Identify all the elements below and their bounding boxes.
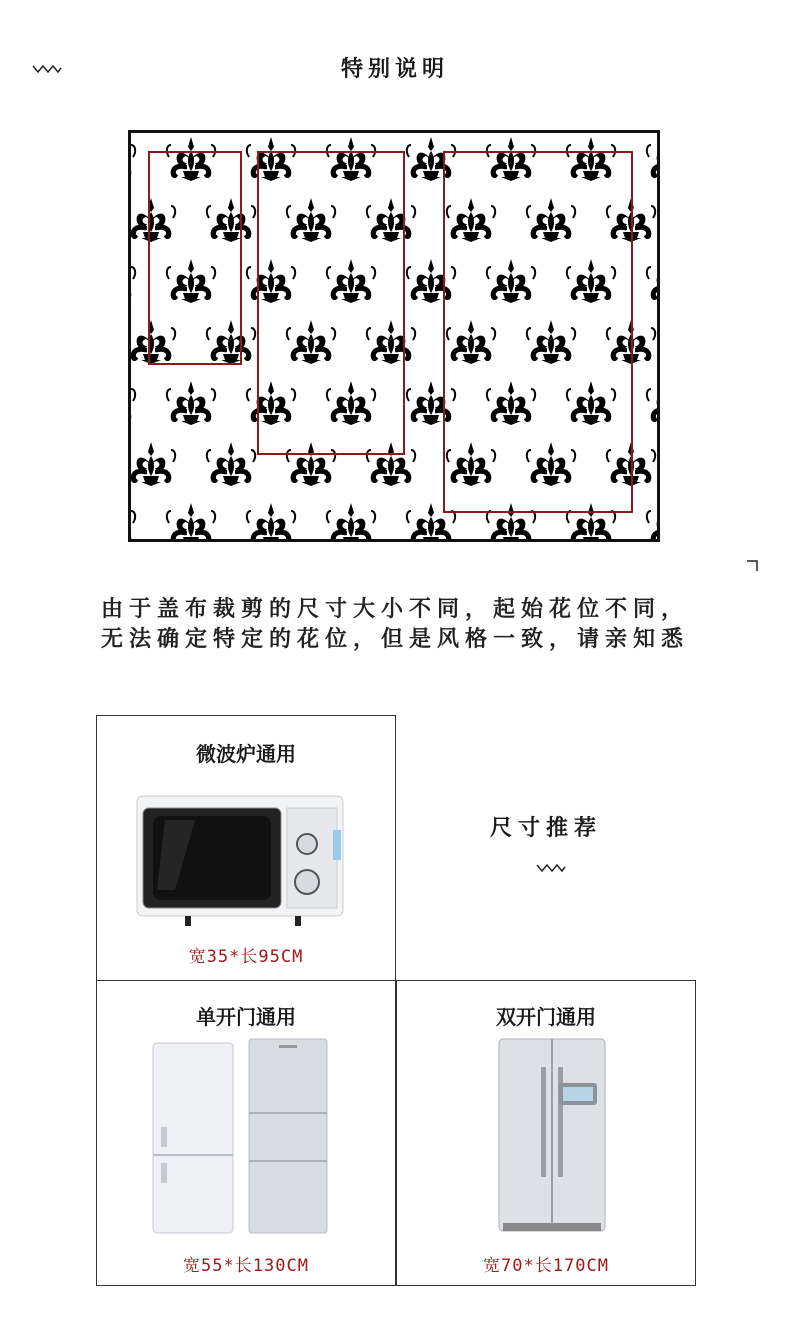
damask-fleur-icon <box>131 381 135 425</box>
recommend-panel <box>396 715 696 981</box>
damask-fleur-icon <box>167 503 215 539</box>
damask-fleur-icon <box>167 381 215 425</box>
damask-fleur-icon <box>131 259 135 303</box>
card-single-door <box>96 980 396 1286</box>
wave-chevron-icon <box>536 863 566 873</box>
double-door-fridge-icon <box>497 1037 609 1237</box>
damask-fleur-icon <box>131 137 135 181</box>
damask-fleur-icon <box>647 503 657 539</box>
card-microwave <box>96 715 396 981</box>
damask-fleur-icon <box>131 442 175 486</box>
damask-fleur-icon <box>647 259 657 303</box>
crop-region-double-door <box>443 151 633 513</box>
card-title: 单开门通用 <box>196 1005 296 1029</box>
notice-line-2: 无法确定特定的花位，但是风格一致，请亲知悉 <box>100 627 689 652</box>
card-double-door <box>396 980 696 1286</box>
size-label: 宽35*长95CM <box>188 947 304 967</box>
damask-fleur-icon <box>327 503 375 539</box>
microwave-icon <box>135 790 347 930</box>
damask-fleur-icon <box>247 503 295 539</box>
notice-line-1: 由于盖布裁剪的尺寸大小不同，起始花位不同， <box>100 597 689 622</box>
card-title: 双开门通用 <box>496 1005 596 1029</box>
damask-fleur-icon <box>647 381 657 425</box>
page-title: 特别说明 <box>340 57 449 82</box>
damask-fleur-icon <box>131 503 135 539</box>
recommend-title: 尺寸推荐 <box>489 816 602 841</box>
size-label: 宽55*长130CM <box>183 1256 309 1276</box>
crop-region-microwave <box>148 151 242 365</box>
card-title: 微波炉通用 <box>196 742 296 766</box>
crop-region-single-door <box>257 151 405 455</box>
single-door-fridge-icon <box>149 1037 339 1237</box>
damask-fleur-icon <box>647 137 657 181</box>
pattern-preview <box>128 130 660 542</box>
corner-mark-icon <box>746 560 760 574</box>
damask-fleur-icon <box>207 442 255 486</box>
size-label: 宽70*长170CM <box>483 1256 609 1276</box>
